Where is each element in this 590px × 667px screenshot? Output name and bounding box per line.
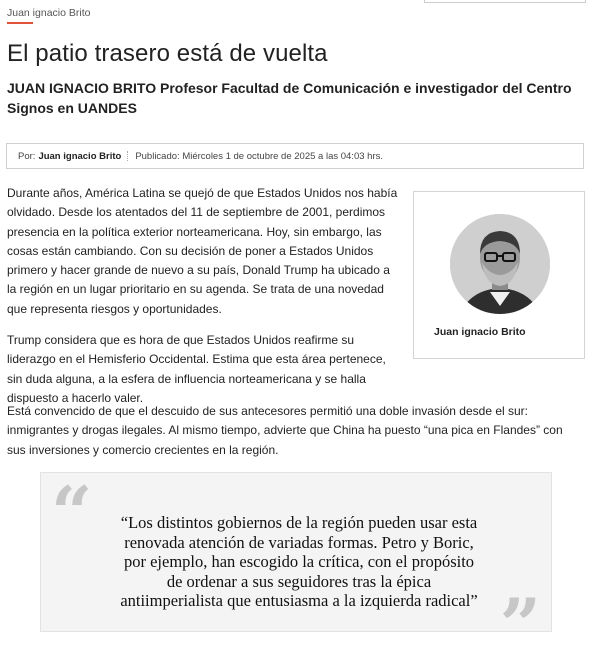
article-paragraph-1: Durante años, América Latina se quejó de que Estados Unidos nos había olvidado. Desde los atentados del 11 de septiembre de 2001, perdimos presencia en la política exterior norteamericana. Hoy, sin embargo, las cosas están cambiando. Con su decisión de poner a Estados Unidos primero y hacer grande de nuevo a su país, Donald Trump ha ubicado a la región en un lugar prioritario en su agenda. Se trata de una novedad que representa riesgos y oportunidades. — [7, 186, 398, 316]
author-tag-link[interactable]: Juan ignacio Brito — [7, 7, 91, 19]
byline-author-link[interactable]: Juan ignacio Brito — [38, 150, 122, 162]
article-paragraph-2-top: Trump considera que es hora de que Estados Unidos reafirme su liderazgo en el Hemisferio Occidental. Estima que esta área pertenece, sin duda alguna, a la esfera de influencia norteamericana y se halla dispuesto a hacerlo valer. — [7, 333, 386, 405]
quote-open-icon: “ — [51, 470, 93, 555]
quote-close-icon: ” — [499, 582, 541, 667]
article-paragraph-2-bottom: Está convencido de que el descuido de sus antecesores permitió una doble invasión desde el sur: inmigrantes y drogas ilegales. Al mismo tiempo, advierte que China ha puesto “una pica en Flandes” con sus inversiones y comercio crecientes en la región. — [7, 404, 563, 457]
author-tag-underline — [7, 22, 33, 24]
author-card[interactable] — [413, 191, 585, 359]
avatar — [450, 214, 550, 314]
pull-quote-box — [40, 470, 552, 667]
page-title: El patio trasero está de vuelta — [7, 40, 328, 67]
author-photo-illustration — [450, 214, 550, 314]
byline-by-label: Por: — [18, 150, 36, 162]
byline-bar — [6, 143, 584, 169]
article-subtitle: JUAN IGNACIO BRITO Profesor Facultad de Comunicación e investigador del Centro Signos en UANDES — [7, 80, 572, 116]
top-right-tab-outline — [424, 0, 586, 3]
pull-quote-text: “Los distintos gobiernos de la región pueden usar esta renovada atención de variadas formas. Petro y Boric, por ejemplo, han escogido la crítica, con el propósito de ordenar a sus seguidores tras la épica antiimperialista que entusiasma a la izquierda radical” — [120, 513, 478, 611]
author-card-name[interactable]: Juan ignacio Brito — [434, 326, 526, 338]
byline-published: Publicado: Miércoles 1 de octubre de 2025 a las 04:03 hrs. — [135, 150, 383, 162]
byline-separator — [127, 151, 129, 161]
